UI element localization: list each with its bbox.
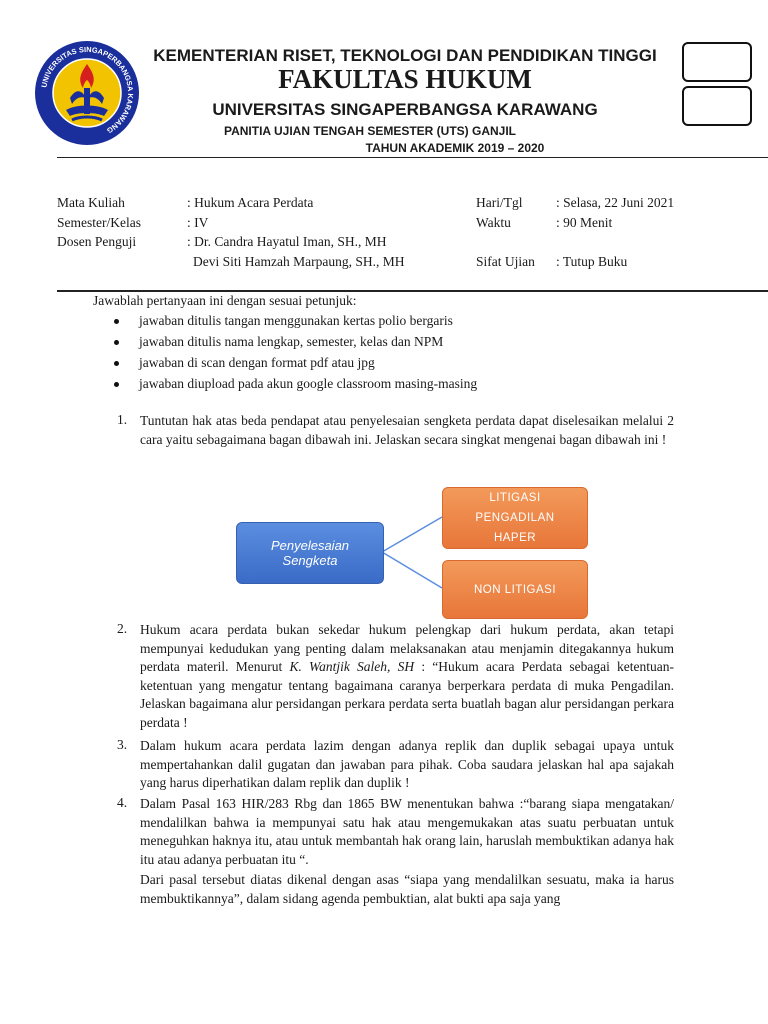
sifat-label: Sifat Ujian <box>476 254 535 269</box>
waktu-value: : 90 Menit <box>556 215 613 230</box>
list-item: jawaban di scan dengan format pdf atau jpg <box>114 354 477 375</box>
question-4-text-continued: Dari pasal tersebut diatas dikenal dengan asas “siapa yang mendalilkan sesuatu, maka ia harus membuktikannya”, dalam sidang agenda pembuktian, alat bukti apa saja yang <box>140 872 674 906</box>
semester-label: Semester/Kelas <box>57 215 141 230</box>
list-item: jawaban ditulis nama lengkap, semester, kelas dan NPM <box>114 333 477 354</box>
diagram-node-non-litigasi: NON LITIGASI <box>442 560 588 619</box>
waktu-label: Waktu <box>476 215 511 230</box>
university-title: UNIVERSITAS SINGAPERBANGSA KARAWANG <box>212 100 598 119</box>
question-4-number: 4. <box>117 795 128 810</box>
list-item: jawaban diupload pada akun google classroom masing-masing <box>114 375 477 396</box>
ministry-title: KEMENTERIAN RISET, TEKNOLOGI DAN PENDIDIKAN TINGGI <box>153 46 657 65</box>
semester-value: : IV <box>187 215 209 230</box>
question-1-number: 1. <box>117 412 128 427</box>
dosen-value-2: Devi Siti Hamzah Marpaung, SH., MH <box>193 254 405 269</box>
academic-year: TAHUN AKADEMIK 2019 – 2020 <box>365 141 545 155</box>
sifat-value: : Tutup Buku <box>556 254 628 269</box>
mata-kuliah-value: : Hukum Acara Perdata <box>187 195 314 210</box>
question-4-text: Dalam Pasal 163 HIR/283 Rbg dan 1865 BW menentukan bahwa :“barang siapa mengatakan/ mendalilkan bahwa ia mempunyai satu hak atau mengemukakan atas suatu perbuatan untuk meneguhkan haknya itu, atau untuk membantah hak orang lain, haruslah membuktikan adanya hak itu atau adanya perbuatan itu “. <box>140 796 674 867</box>
svg-text:UNIVERSITAS SINGAPERBANGSA KAR: UNIVERSITAS SINGAPERBANGSA KARAWANG <box>39 44 136 136</box>
question-3-number: 3. <box>117 737 128 752</box>
hari-label: Hari/Tgl <box>476 195 523 210</box>
diagram-node-litigasi: LITIGASI PENGADILAN HAPER <box>442 487 588 549</box>
dosen-label: Dosen Penguji <box>57 234 137 249</box>
faculty-title: FAKULTAS HUKUM <box>278 64 532 94</box>
list-item: jawaban ditulis tangan menggunakan kertas polio bergaris <box>114 312 477 333</box>
dosen-value-1: : Dr. Candra Hayatul Iman, SH., MH <box>187 234 387 249</box>
question-2-number: 2. <box>117 621 128 636</box>
instructions-intro: Jawablah pertanyaan ini dengan sesuai petunjuk: <box>93 293 357 308</box>
question-1-text: Tuntutan hak atas beda pendapat atau penyelesaian sengketa perdata dapat diselesaikan melalui 2 cara yaitu sebagaimana bagan dibawah ini. Jelaskan secara singkat mengenai bagan dibawah ini ! <box>140 413 674 447</box>
hari-value: : Selasa, 22 Juni 2021 <box>556 195 675 210</box>
connector-litigasi <box>382 517 442 552</box>
diagram-node-penyelesaian-sengketa: Penyelesaian Sengketa <box>236 522 384 584</box>
connector-non-litigasi <box>382 552 442 588</box>
question-3-text: Dalam hukum acara perdata lazim dengan adanya replik dan duplik sebagai upaya untuk mempertahankan dalil gugatan dan jawaban para pihak. Coba saudara jelaskan hal apa sajakah yang harus diperhatikan dalam replik dan duplik ! <box>140 738 674 791</box>
mata-kuliah-label: Mata Kuliah <box>57 195 125 210</box>
question-2-text: Hukum acara perdata bukan sekedar hukum pelengkap dari hukum perdata, akan tetapi mempunyai kedudukan yang penting dalam melaksanakan atau menjamin ditegakannya hukum perdata materil. Menurut K. Wantjik Saleh, SH : “Hukum acara Perdata sebagai ketentuan-ketentuan yang mengatur tentang bagaimana caranya berperkara perdata di muka Pengadilan. Jelaskan bagaimana alur persidangan perkara perdata serta buatlah bagan alur persidangan perkara perdata ! <box>140 622 675 730</box>
exam-committee-title: PANITIA UJIAN TENGAH SEMESTER (UTS) GANJIL <box>223 124 516 138</box>
